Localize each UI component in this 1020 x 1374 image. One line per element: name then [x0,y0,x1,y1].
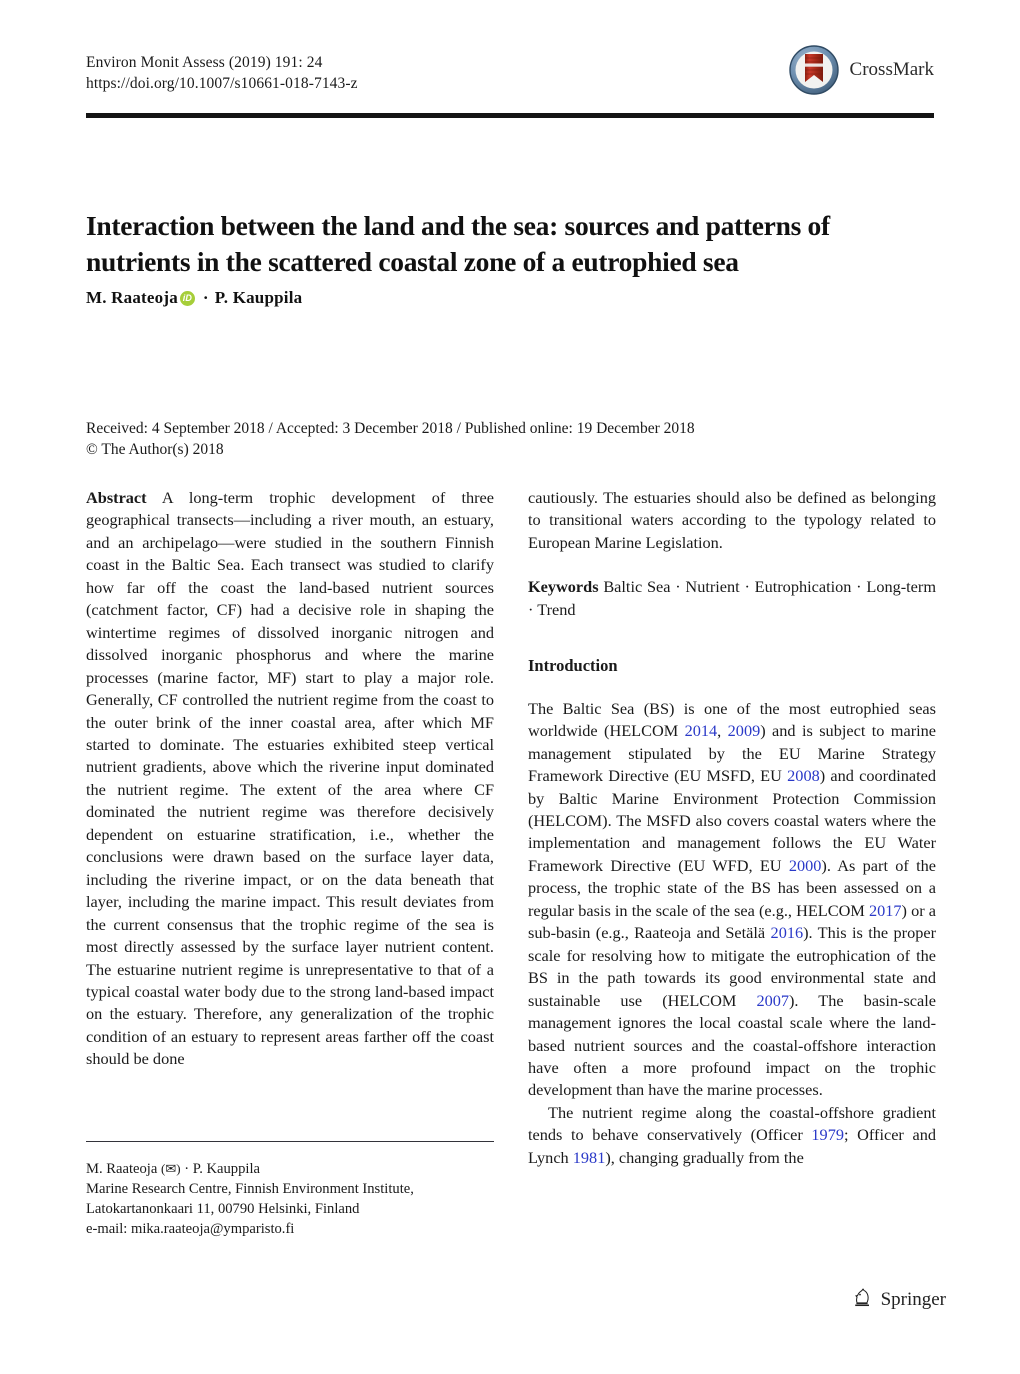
keywords-values: Baltic Sea · Nutrient · Eutrophication · Long-term · Trend [528,577,936,619]
footnote-author-name: M. Raateoja [86,1161,161,1177]
envelope-icon: (✉) [160,1161,181,1176]
author-name-secondary: P. Kauppila [214,288,303,307]
header-rule [86,113,934,118]
intro-text-h: ). The basin-scale management ignores the local coastal scale where the land-based nutrient sources and the coastal-offshore interaction have often a more profound impact on the trophic development than have the marine processes. [528,990,937,1100]
citation-link-eu-2000[interactable]: 2000 [788,855,822,875]
author-separator: · [202,288,209,307]
doi-line: https://doi.org/10.1007/s10661-018-7143-z [86,75,358,92]
publisher-logo [853,1288,946,1312]
page-header [86,44,934,110]
footnote-email-line: e-mail: mika.raateoja@ymparisto.fi [86,1221,295,1237]
crossmark-badge[interactable] [788,44,934,96]
journal-citation-line: Environ Monit Assess (2019) 191: 24 [86,54,323,71]
orcid-id-icon[interactable] [180,291,195,306]
citation-link-helcom-2014[interactable]: 2014 [684,721,718,741]
citation-link-officer-1979[interactable]: 1979 [811,1125,844,1145]
intro-text-a: The Baltic Sea (BS) is one of the most eutrophied seas worldwide (HELCOM [528,698,936,741]
column-left [86,487,494,1071]
received-accepted-line: Received: 4 September 2018 / Accepted: 3 December 2018 / Published online: 19 December 2018 [86,420,695,437]
intro2-text-c: ), changing gradually from the [605,1147,804,1167]
introduction-paragraph-1 [528,698,936,1102]
intro-text-f: ) or a sub-basin (e.g., Raateoja and Setälä [528,900,936,943]
footnote-author-line [86,1159,516,1179]
citation-link-officer-lynch-1981[interactable]: 1981 [572,1147,606,1167]
citation-link-helcom-2017[interactable]: 2017 [868,900,902,920]
citation-link-raateoja-setala-2016[interactable]: 2016 [770,923,804,943]
copyright-line: © The Author(s) 2018 [86,441,224,458]
crossmark-label: CrossMark [849,59,934,80]
citation-link-eu-2008[interactable]: 2008 [787,766,820,786]
springer-label: Springer [880,1289,946,1310]
abstract-paragraph [86,487,494,1071]
footnote-institute-line: Marine Research Centre, Finnish Environment Institute, [86,1181,414,1197]
footnote-divider [86,1141,494,1142]
intro-text-c: ) and is subject to marine management stipulated by the EU Marine Strategy Framework Directive (EU MSFD, EU [528,721,937,786]
author-name-primary: M. Raateoja [86,288,178,307]
keywords-paragraph [528,576,936,621]
citation-link-helcom-2009[interactable]: 2009 [727,721,761,741]
citation-link-helcom-2007[interactable]: 2007 [756,990,790,1010]
abstract-continuation: cautiously. The estuaries should also be defined as belonging to transitional waters according to the typology related to European Marine Legislation. [528,488,936,552]
intro-text-d: ) and coordinated by Baltic Marine Environment Protection Commission (HELCOM). The MSFD also covers coastal waters where the implementation and management follows the EU Water Framework Directive (EU WFD, EU [528,766,937,875]
author-affiliation-footnote [86,1159,516,1239]
intro-text-g: ). This is the proper scale for resolving how to mitigate the eutrophication of the BS in the path towards its good environmental state and sustainable use (HELCOM [528,923,937,1010]
publication-dates [86,418,695,460]
keywords-label: Keywords [528,577,599,597]
section-heading-introduction: Introduction [528,656,618,676]
introduction-paragraph-2 [528,1102,936,1169]
footnote-address-line: Latokartanonkaari 11, 00790 Helsinki, Finland [86,1201,360,1217]
footnote-coauthor-name: · P. Kauppila [180,1161,260,1177]
intro-text-e: ). As part of the process, the trophic state of the BS has been assessed on a regular basis in the scale of the sea (e.g., HELCOM [528,855,937,920]
article-title: Interaction between the land and the sea: sources and patterns of nutrients in the scattered coastal zone of a eutrophied sea [86,210,830,278]
abstract-body: A long-term trophic development of three geographical transects—including a river mouth, an estuary, and an archipelago—were studied in the southern Finnish coast in the Baltic Sea. Each transect was studied to clarify how far off the coast the land-based nutrient sources (catchment factor, CF) had a decisive role in shaping the wintertime regimes of dissolved inorganic nitrogen and dissolved inorganic phosphorus and where the marine processes (marine factor, MF) start to play a major role. Generally, CF controlled the nutrient regime from the coast to the outer brink of the inner coastal area, after which MF started to dominate. The estuaries exhibited steep vertical nutrient gradients, above which the riverine input dominated the nutrient regime. The extent of the area where CF dominated the nutrient regime was therefore decisively dependent on estuarine stratification, i.e., whether the conclusions were drawn based on the surface layer data, including the riverine impact, or on the data beneath that layer, including the marine impact. This result deviates from the current consensus that the trophic regime of the sea is most directly assessed by the surface layer nutrient content. The estuarine nutrient regime is unrepresentative to that of a typical coastal water body due to the strong land-based impact on the estuary. Therefore, any generalization of the trophic condition of an estuary to represent areas farther off the coast should be done [86,488,494,1069]
intro2-text-a: The nutrient regime along the coastal-offshore gradient tends to behave conservatively (Officer [528,1102,936,1145]
journal-reference [86,52,358,94]
column-right [528,487,936,1169]
author-list [86,288,302,308]
intro-text-b: , [717,721,728,741]
crossmark-logo-icon [788,44,840,96]
intro2-text-b: ; Officer and Lynch [528,1125,936,1167]
abstract-label: Abstract [86,488,147,507]
springer-knight-icon [853,1288,875,1312]
